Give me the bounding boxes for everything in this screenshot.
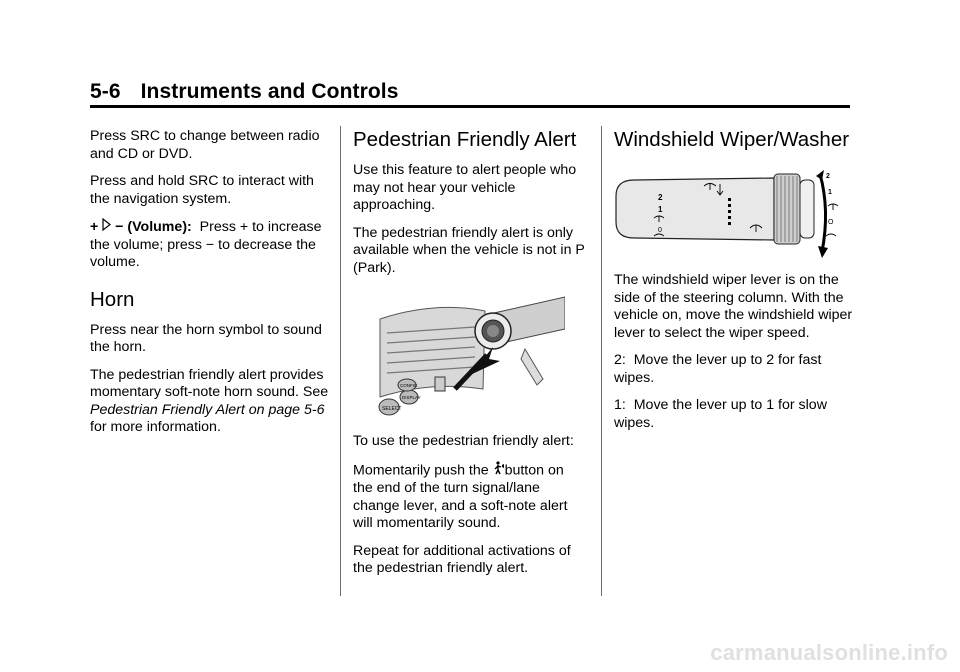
horn-alert-paragraph <box>90 367 330 437</box>
pedestrian-instruction <box>353 461 585 533</box>
figure-label-config: CONFIG <box>400 383 418 388</box>
column-divider-2 <box>601 126 602 596</box>
lever-label-0: 0 <box>658 227 662 234</box>
wiper-fast-item <box>614 352 854 387</box>
pedestrian-instruction-intro: To use the pedestrian friendly alert: <box>353 433 574 449</box>
figure-label-display: DISPLAY <box>402 395 421 400</box>
pedestrian-icon <box>493 461 505 481</box>
wiper-lever-figure <box>614 166 846 262</box>
ring-label-2: 2 <box>826 173 830 180</box>
wiper-heading: Windshield Wiper/Washer <box>614 128 850 151</box>
column-2 <box>353 128 585 588</box>
figure-label-select: SELECT <box>382 406 402 412</box>
src-hold-paragraph: Press and hold SRC to interact with the navigation system. <box>90 173 314 207</box>
volume-text: Press + to increase the volume; press − to decrease the volume. <box>90 219 322 270</box>
ring-label-o: O <box>828 219 834 226</box>
horn-heading: Horn <box>90 287 135 311</box>
header-rule <box>90 105 850 108</box>
pedestrian-instruction-text: Momentarily push the <box>353 462 493 478</box>
horn-paragraph: Press near the horn symbol to sound the horn. <box>90 321 322 355</box>
wiper-slow-label: 1: <box>614 397 626 413</box>
src-paragraph: Press SRC to change between radio and CD or DVD. <box>90 128 320 162</box>
pedestrian-repeat: Repeat for additional activations of the pedestrian friendly alert. <box>353 542 571 576</box>
page-header <box>90 80 399 104</box>
wiper-slow-item <box>614 397 854 432</box>
horn-alert-text: The pedestrian friendly alert provides momentary soft-note horn sound. See <box>90 366 329 400</box>
wiper-slow-text: Move the lever up to 1 for slow wipes. <box>614 397 827 431</box>
pedestrian-alert-heading: Pedestrian Friendly Alert <box>353 128 577 151</box>
pedestrian-intro: Use this feature to alert people who may not hear your vehicle approaching. <box>353 162 577 213</box>
pedestrian-availability: The pedestrian friendly alert is only available when the vehicle is not in P (Park). <box>353 224 585 276</box>
volume-label: − (Volume): <box>111 219 192 235</box>
lever-label-1: 1 <box>658 205 663 214</box>
wiper-description: The windshield wiper lever is on the side of the steering column. With the vehicle on, move the windshield wiper lever to select the wiper speed. <box>614 272 853 341</box>
ring-label-1: 1 <box>828 189 832 196</box>
volume-label-plus: + <box>90 219 103 235</box>
pedestrian-instruction-text-end: button on the end of the turn signal/lane change lever, and a soft-note alert will momentarily sound. <box>353 462 568 531</box>
column-3 <box>614 128 854 442</box>
watermark: carmanualsonline.info <box>710 640 948 665</box>
wiper-fast-text: Move the lever up to 2 for fast wipes. <box>614 352 822 386</box>
column-divider-1 <box>340 126 341 596</box>
page-number: 5-6 <box>90 80 121 103</box>
column-1 <box>90 128 330 447</box>
volume-icon <box>102 218 111 237</box>
volume-paragraph <box>90 218 330 272</box>
horn-alert-text-end: for more information. <box>90 419 221 435</box>
section-title: Instruments and Controls <box>140 80 399 103</box>
wiper-fast-label: 2: <box>614 352 626 368</box>
cross-reference-link[interactable]: Pedestrian Friendly Alert on page 5-6 <box>90 401 325 418</box>
lever-label-2: 2 <box>658 193 663 202</box>
pedestrian-alert-figure <box>375 289 565 423</box>
